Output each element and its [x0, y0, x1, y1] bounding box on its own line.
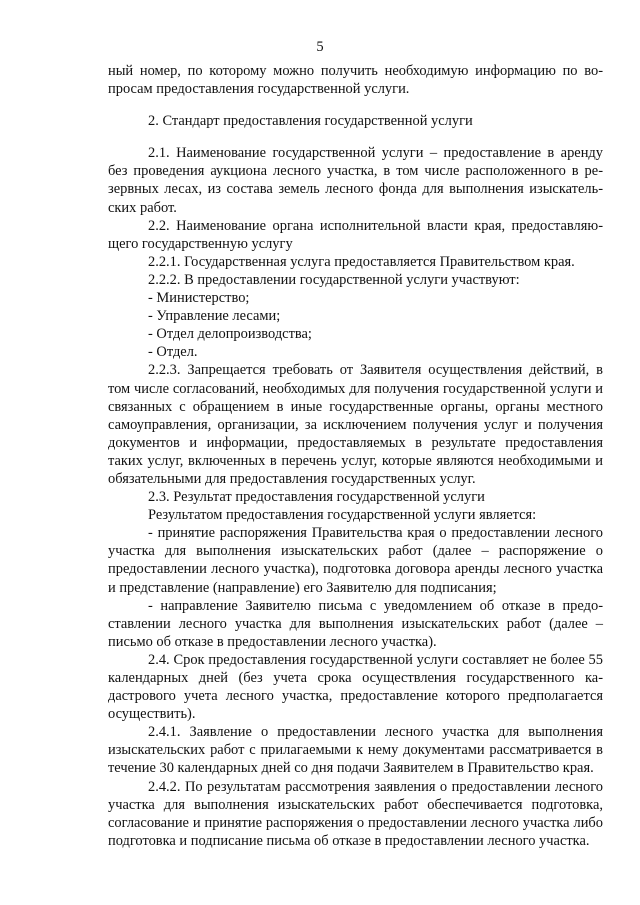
- paragraph-2-2-1: 2.2.1. Государственная услуга предоставляется Правительством края.: [148, 253, 575, 270]
- paragraph-2-4-2: 2.4.2. По результатам рассмотрения заявления о предоставлении лесного участка для выполнения изыскательских работ обеспечивается подготовка, согласование и принятие распоряжения о предоставлении лесного участка либо подготовка и подписание письма об отказе в предоставлении лесного участка.: [108, 778, 603, 849]
- paragraph-list-ministry: - Министерство;: [148, 290, 250, 307]
- paragraph-2-2-2: 2.2.2. В предоставлении государственной услуги участвуют:: [148, 271, 520, 288]
- paragraph-list-department: - Отдел.: [148, 344, 198, 361]
- paragraph-2-4-1: 2.4.1. Заявление о предоставлении лесного участка для выполнения изыскательских работ с прилагаемыми к нему документами рассматривается в течение 30 календарных дней со дня подачи Заявителем в Правительство края.: [108, 724, 603, 777]
- paragraph-list-records-department: - Отдел делопроизводства;: [148, 326, 312, 343]
- paragraph-2-3-item-order: - принятие распоряжения Правительства края о предоставлении лесного участка для выполнения изыскательских работ (далее – распоряжение о предоставлении лесного участка), подготовка договора аренды лесного участка и представление (направление) его Заявителю для подписания;: [108, 525, 603, 596]
- page-number: 5: [316, 39, 324, 55]
- paragraph-2-2: 2.2. Наименование органа исполнительной власти края, предоставляющего государственную услугу: [108, 217, 603, 252]
- paragraph-2-1: 2.1. Наименование государственной услуги – предоставление в аренду без проведения аукциона лесного участка, в том числе расположенного в резервных лесах, из состава земель лесного фонда для выполнения изыскательских работ.: [108, 145, 603, 216]
- document-body: [108, 62, 603, 850]
- paragraph-continuation: ный номер, по которому можно получить необходимую информацию по вопросам предоставления государственной услуги.: [108, 63, 603, 98]
- paragraph-2-3: 2.3. Результат предоставления государственной услуги: [148, 489, 485, 506]
- paragraph-2-3-item-refusal: - направление Заявителю письма с уведомлением об отказе в предоставлении лесного участка для выполнения изыскательских работ (далее – письмо об отказе в предоставлении лесного участка).: [108, 597, 603, 650]
- paragraph-2-2-3: 2.2.3. Запрещается требовать от Заявителя осуществления действий, в том числе согласований, необходимых для получения государственной услуги и связанных с обращением в иные государственные органы, органы местного самоуправления, организации, за исключением получения услуг и получения документов и информации, предоставляемых в результате предоставления таких услуг, включенных в перечень услуг, которые являются необходимыми и обязательными для предоставления государственных услуг.: [108, 362, 603, 487]
- paragraph-2-4: 2.4. Срок предоставления государственной услуги составляет не более 55 календарных дней (без учета срока осуществления государственного кадастрового учета лесного участка, предоставление которого предполагается осуществить).: [108, 651, 603, 723]
- paragraph-section-2-heading: 2. Стандарт предоставления государственной услуги: [148, 113, 473, 130]
- paragraph-2-3-result: Результатом предоставления государственной услуги является:: [148, 507, 537, 524]
- paragraph-list-forest-management: - Управление лесами;: [148, 308, 281, 325]
